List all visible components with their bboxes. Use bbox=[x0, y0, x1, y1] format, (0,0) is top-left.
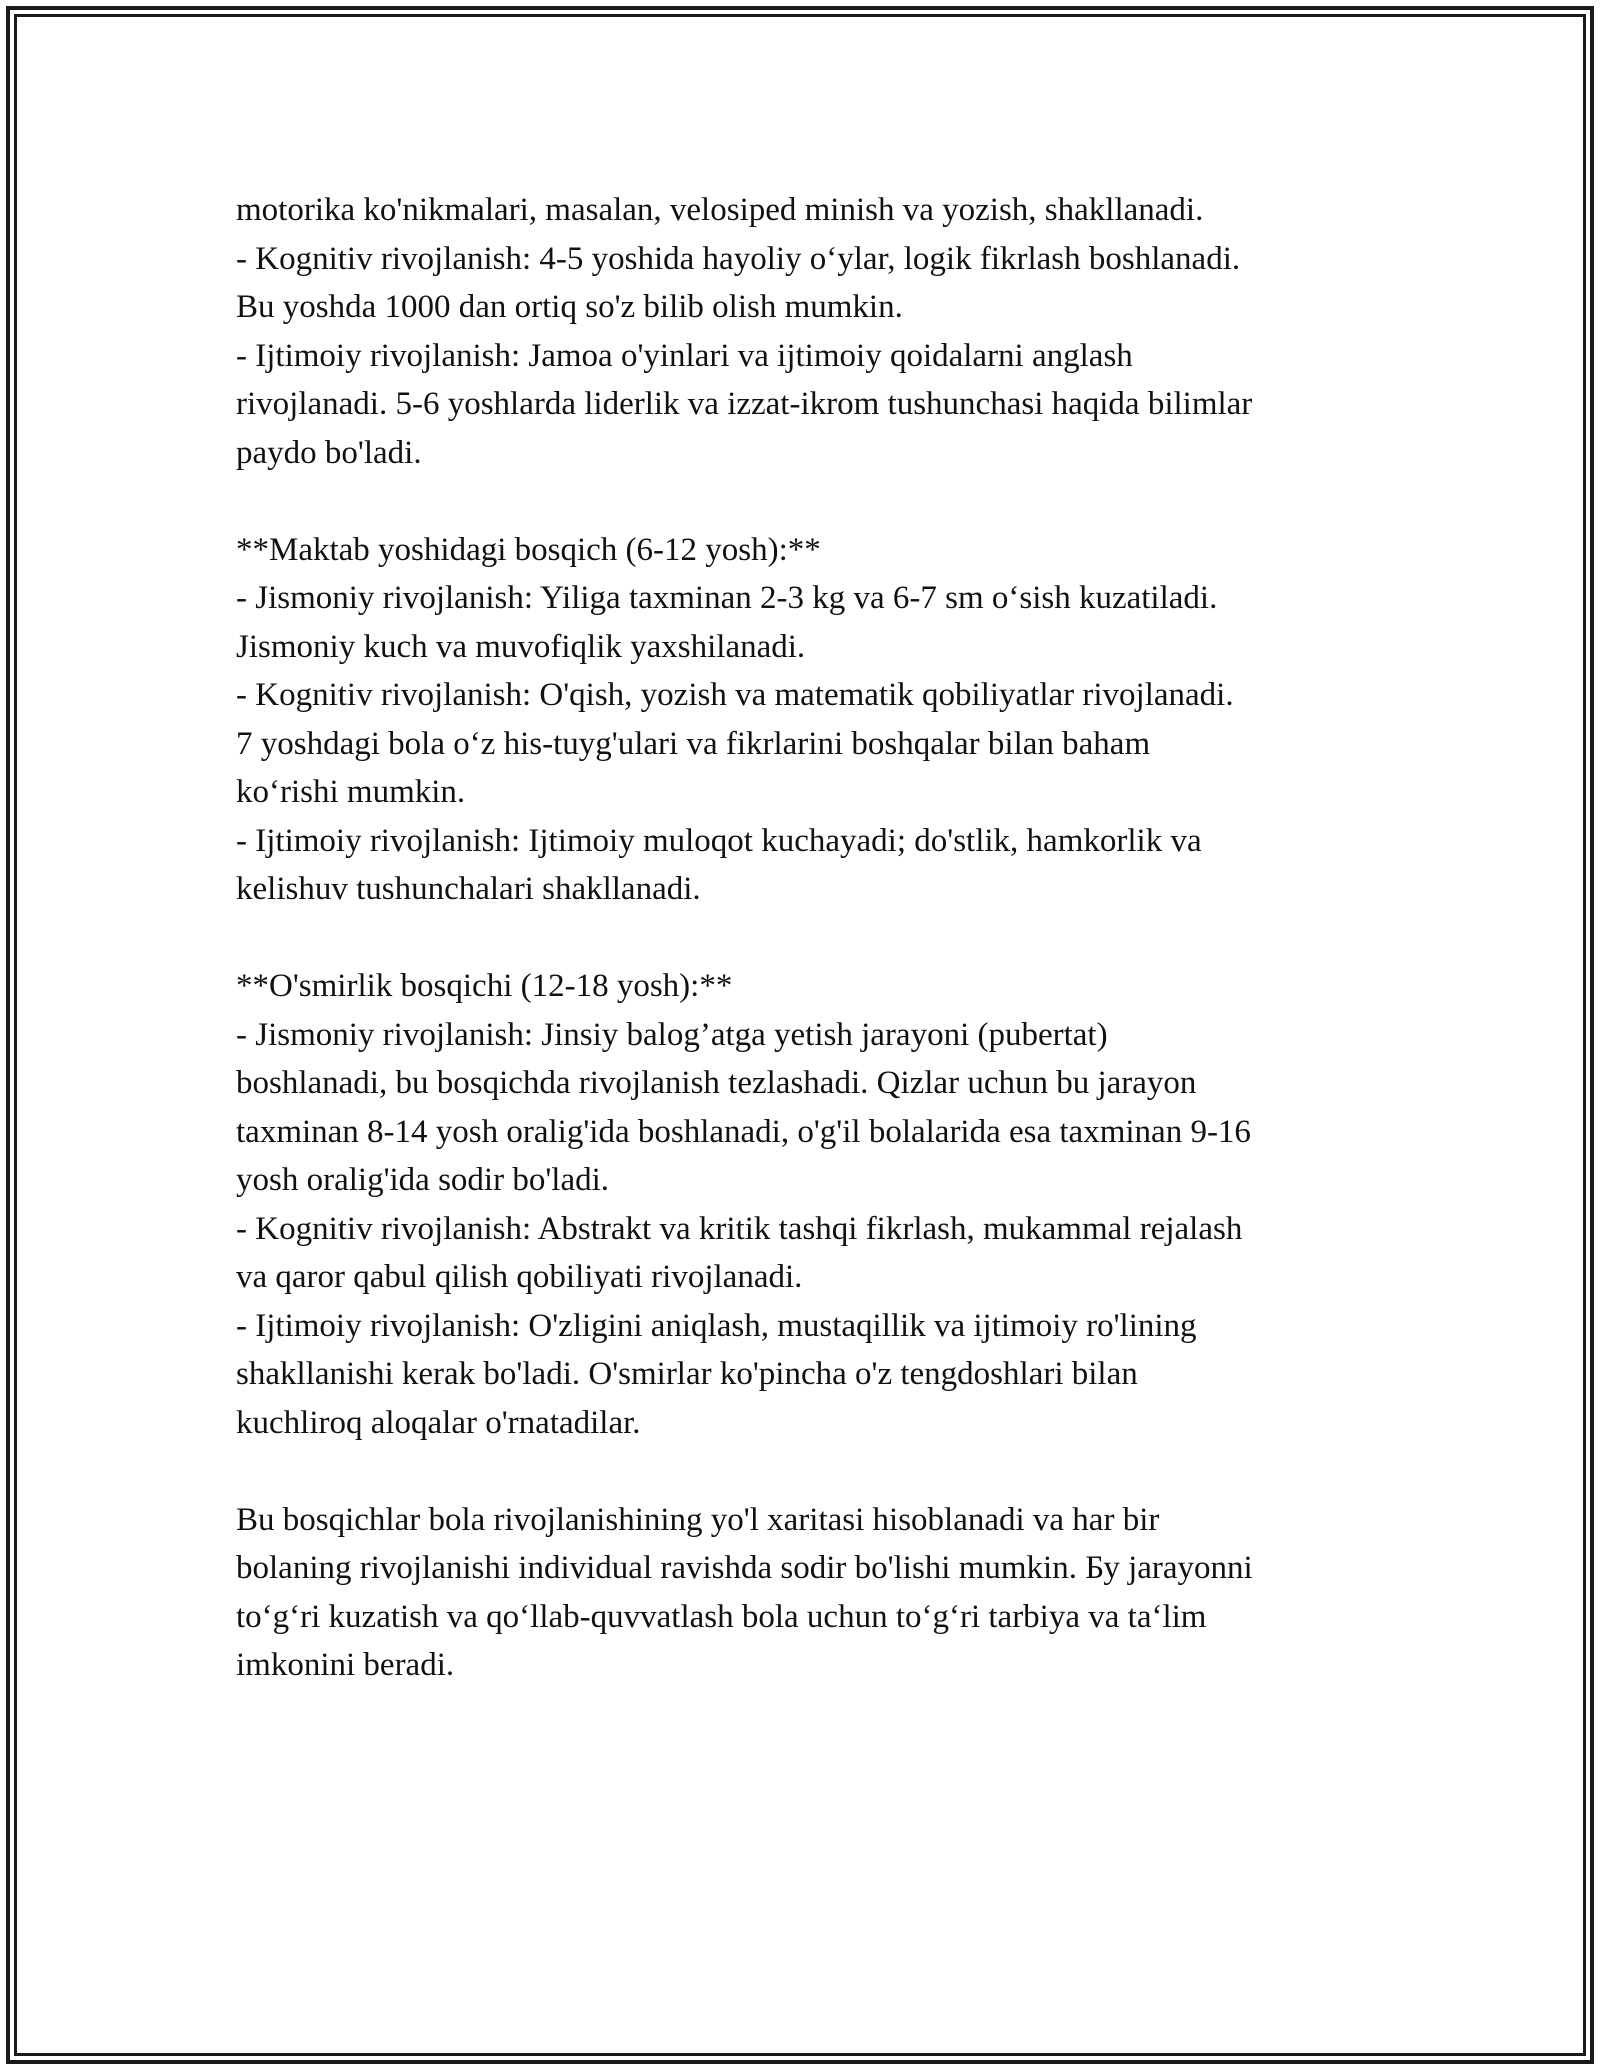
paragraph-adolescence bbox=[236, 962, 1396, 1447]
text-line: imkonini beradi. bbox=[236, 1647, 455, 1683]
text-line: - Jismoniy rivojlanish: Yiliga taxminan 2-3 kg va 6-7 sm o‘sish kuzatiladi. bbox=[236, 580, 1218, 616]
text-line: yosh oralig'ida sodir bo'ladi. bbox=[236, 1162, 610, 1198]
text-line: kelishuv tushunchalari shakllanadi. bbox=[236, 871, 701, 907]
text-line: 7 yoshdagi bola o‘z his-tuyg'ulari va fikrlarini boshqalar bilan baham bbox=[236, 725, 1151, 762]
text-line: shakllanishi kerak bo'ladi. O'smirlar ko'pincha o'z tengdoshlari bilan bbox=[236, 1356, 1138, 1392]
paragraph-spacer bbox=[236, 1447, 1396, 1496]
text-line: - Kognitiv rivojlanish: Abstrakt va kritik tashqi fikrlash, mukammal rejalash bbox=[236, 1210, 1243, 1247]
text-line: Jismoniy kuch va muvofiqlik yaxshilanadi. bbox=[236, 628, 806, 665]
document-body bbox=[236, 186, 1396, 1690]
text-line: taxminan 8-14 yosh oralig'ida boshlanadi, o'g'il bolalarida esa taxminan 9-16 bbox=[236, 1113, 1251, 1150]
text-line: rivojlanadi. 5-6 yoshlarda liderlik va izzat-ikrom tushunchasi haqida bilimlar bbox=[236, 386, 1253, 422]
paragraph-conclusion bbox=[236, 1496, 1396, 1690]
text-line: ko‘rishi mumkin. bbox=[236, 774, 466, 810]
text-line: - Ijtimoiy rivojlanish: Jamoa o'yinlari va ijtimoiy qoidalarni anglash bbox=[236, 337, 1133, 374]
text-line: - Ijtimoiy rivojlanish: O'zligini aniqlash, mustaqillik va ijtimoiy ro'lining bbox=[236, 1307, 1197, 1344]
paragraph-school-age bbox=[236, 526, 1396, 914]
text-line: Bu yoshda 1000 dan ortiq so'z bilib olish mumkin. bbox=[236, 289, 903, 325]
text-line: - Ijtimoiy rivojlanish: Ijtimoiy muloqot kuchayadi; do'stlik, hamkorlik va bbox=[236, 822, 1202, 859]
text-line: Bu bosqichlar bola rivojlanishining yo'l xaritasi hisoblanadi va har bir bbox=[236, 1501, 1160, 1538]
text-line: va qaror qabul qilish qobiliyati rivojlanadi. bbox=[236, 1259, 803, 1295]
paragraph-spacer bbox=[236, 477, 1396, 526]
text-line: bolaning rivojlanishi individual ravishda sodir bo'lishi mumkin. Бу jarayonni bbox=[236, 1550, 1253, 1586]
section-heading: **Maktab yoshidagi bosqich (6-12 yosh):** bbox=[236, 531, 821, 568]
section-heading: **O'smirlik bosqichi (12-18 yosh):** bbox=[236, 968, 733, 1004]
text-line: kuchliroq aloqalar o'rnatadilar. bbox=[236, 1404, 641, 1441]
text-line: paydo bo'ladi. bbox=[236, 434, 422, 471]
paragraph-preschool-end bbox=[236, 186, 1396, 477]
text-line: to‘g‘ri kuzatish va qo‘llab-quvvatlash bola uchun to‘g‘ri tarbiya va ta‘lim bbox=[236, 1598, 1207, 1635]
text-line: - Kognitiv rivojlanish: O'qish, yozish va matematik qobiliyatlar rivojlanadi. bbox=[236, 677, 1234, 713]
text-line: boshlanadi, bu bosqichda rivojlanish tezlashadi. Qizlar uchun bu jarayon bbox=[236, 1065, 1197, 1101]
paragraph-spacer bbox=[236, 914, 1396, 963]
text-line: - Kognitiv rivojlanish: 4-5 yoshida hayoliy o‘ylar, logik fikrlash boshlanadi. bbox=[236, 240, 1241, 277]
text-line: - Jismoniy rivojlanish: Jinsiy balog’atga yetish jarayoni (pubertat) bbox=[236, 1016, 1108, 1053]
text-line: motorika ko'nikmalari, masalan, velosiped minish va yozish, shakllanadi. bbox=[236, 192, 1204, 228]
